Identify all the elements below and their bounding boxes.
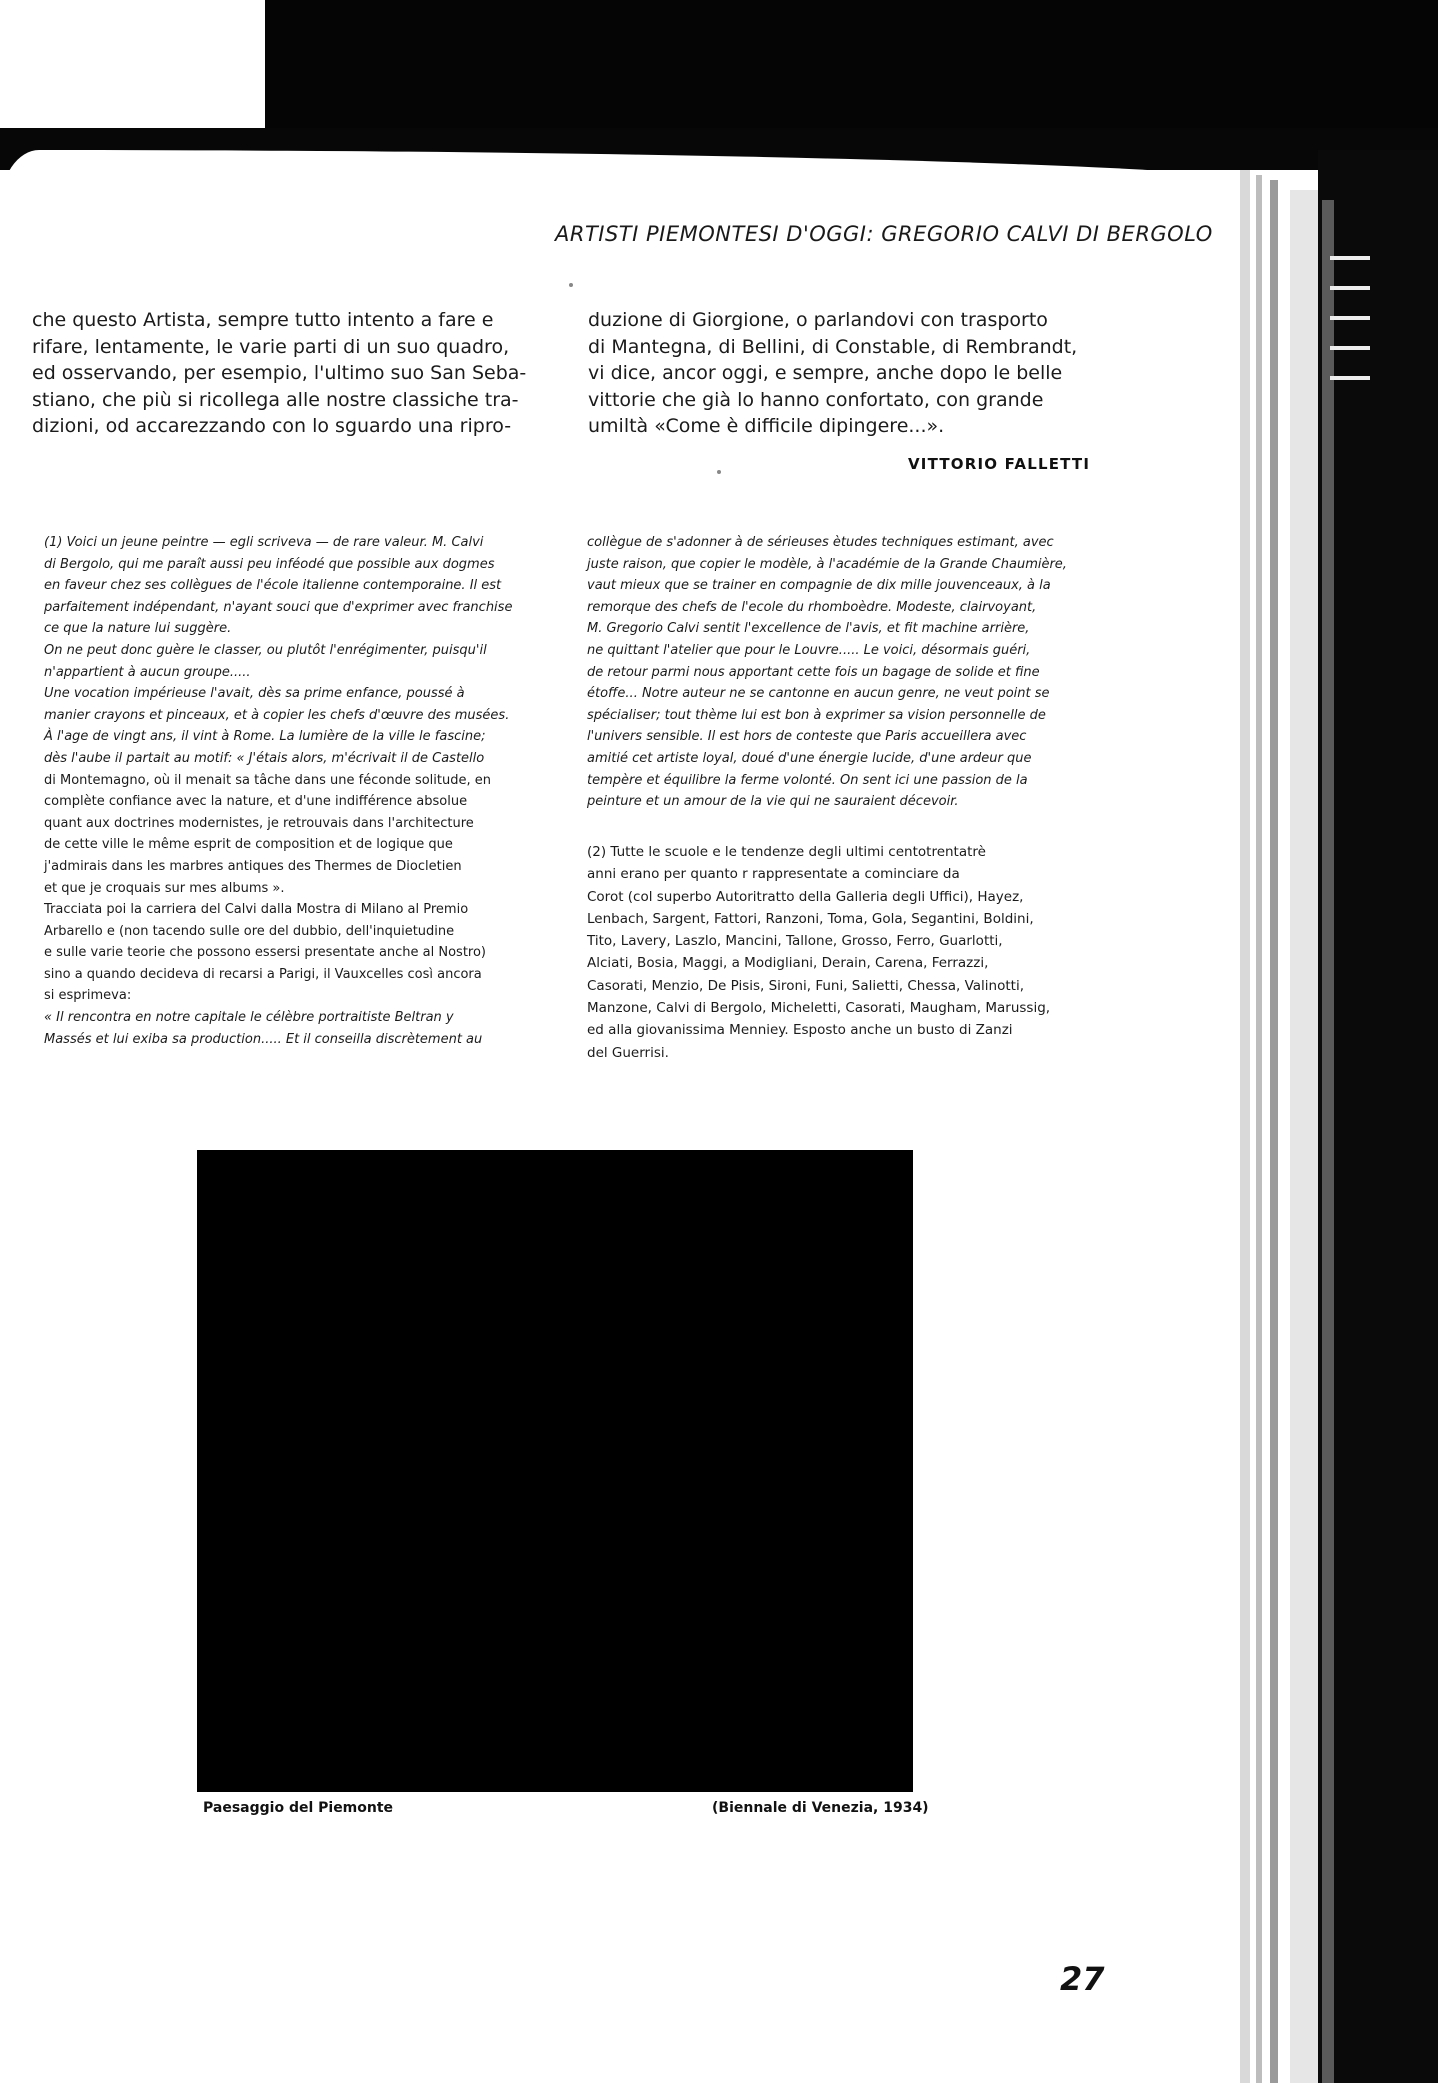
book-spine-strip xyxy=(1270,180,1278,2083)
note-line: Tracciata poi la carriera del Calvi dalla Mostra di Milano al Premio xyxy=(44,902,469,918)
note-line: juste raison, que copier le modèle, à l'académie de la Grande Chaumière, xyxy=(587,556,1067,572)
note-line: Tito, Lavery, Laszlo, Mancini, Tallone, Grosso, Ferro, Guarlotti, xyxy=(587,933,1003,950)
note-line: sino a quando decideva di recarsi a Parigi, il Vauxcelles così ancora xyxy=(44,966,482,982)
text-line: duzione di Giorgione, o parlandovi con trasporto xyxy=(588,309,1048,331)
text-line: vittorie che già lo hanno confortato, con grande xyxy=(588,388,1044,411)
note-line: parfaitement indépendant, n'ayant souci que d'exprimer avec franchise xyxy=(44,599,513,615)
spine-tick xyxy=(1330,316,1370,320)
note-line: de retour parmi nous apportant cette fois un bagage de solide et fine xyxy=(587,664,1040,680)
intro-column-right xyxy=(588,307,1077,440)
note-line: Massés et lui exiba sa production..... Et il conseilla discrètement au xyxy=(44,1031,483,1047)
note-line: amitié cet artiste loyal, doué d'une énergie lucide, d'une ardeur que xyxy=(587,750,1032,766)
scan-speck xyxy=(569,283,573,287)
note-line: di Montemagno, où il menait sa tâche dans une féconde solitude, en xyxy=(44,772,491,788)
note-line: en faveur chez ses collègues de l'école italienne contemporaine. Il est xyxy=(44,578,502,594)
note-line: vaut mieux que se trainer en compagnie de dix mille jouvenceaux, à la xyxy=(587,578,1051,594)
note-line: (1) Voici un jeune peintre — egli scriveva — de rare valeur. M. Calvi xyxy=(44,535,484,550)
note-line: À l'age de vingt ans, il vint à Rome. La lumière de la ville le fascine; xyxy=(44,729,486,745)
footnote-1-left xyxy=(44,532,512,1050)
note-line: de cette ville le même esprit de composition et de logique que xyxy=(44,837,453,853)
note-line: Corot (col superbo Autoritratto della Galleria degli Uffici), Hayez, xyxy=(587,888,1024,905)
painting-plate xyxy=(197,1150,913,1792)
note-line: remorque des chefs de l'ecole du rhomboèdre. Modeste, clairvoyant, xyxy=(587,599,1037,615)
note-line: complète confiance avec la nature, et d'une indifférence absolue xyxy=(44,794,468,810)
intro-column-left xyxy=(32,307,526,440)
page-number: 27 xyxy=(1060,1960,1105,1998)
note-line: étoffe... Notre auteur ne se cantonne en aucun genre, ne veut point se xyxy=(587,686,1050,702)
text-line: rifare, lentamente, le varie parti di un suo quadro, xyxy=(32,335,510,358)
text-line: dizioni, od accarezzando con lo sguardo una ripro- xyxy=(32,415,512,437)
note-line: tempère et équilibre la ferme volonté. On sent ici une passion de la xyxy=(587,772,1028,788)
running-title: ARTISTI PIEMONTESI D'OGGI: GREGORIO CALVI DI BERGOLO xyxy=(555,222,1213,246)
figure-caption-source: (Biennale di Venezia, 1934) xyxy=(712,1800,929,1816)
note-line: « Il rencontra en notre capitale le célèbre portraitiste Beltran y xyxy=(44,1010,454,1026)
note-line: Arbarello e (non tacendo sulle ore del dubbio, dell'inquietudine xyxy=(44,923,455,939)
scan-margin xyxy=(0,0,265,130)
note-line: l'univers sensible. Il est hors de conteste que Paris accueillera avec xyxy=(587,729,1027,745)
note-line: spécialiser; tout thème lui est bon à exprimer sa vision personnelle de xyxy=(587,707,1046,723)
note-line: (2) Tutte le scuole e le tendenze degli ultimi centotrentatrè xyxy=(587,844,986,860)
footnote-2 xyxy=(587,841,1050,1064)
text-line: ed osservando, per esempio, l'ultimo suo San Seba- xyxy=(32,362,527,384)
note-line: Lenbach, Sargent, Fattori, Ranzoni, Toma, Gola, Segantini, Boldini, xyxy=(587,910,1034,927)
spine-tick xyxy=(1330,376,1370,380)
note-line: Casorati, Menzio, De Pisis, Sironi, Funi, Salietti, Chessa, Valinotti, xyxy=(587,977,1024,994)
text-line: di Mantegna, di Bellini, di Constable, di Rembrandt, xyxy=(588,335,1078,358)
note-line: n'appartient à aucun groupe..... xyxy=(44,664,251,680)
text-line: stiano, che più si ricollega alle nostre classiche tra- xyxy=(32,388,519,411)
spine-tick xyxy=(1330,256,1370,260)
note-line: Une vocation impérieuse l'avait, dès sa prime enfance, poussé à xyxy=(44,686,465,702)
spine-tick xyxy=(1330,346,1370,350)
note-line: collègue de s'adonner à de sérieuses ètudes techniques estimant, avec xyxy=(587,535,1054,550)
note-line: dès l'aube il partait au motif: « J'étais alors, m'écrivait il de Castello xyxy=(44,750,485,766)
book-spine-strip xyxy=(1256,175,1262,2083)
note-line: e sulle varie teorie che possono essersi presentate anche al Nostro) xyxy=(44,945,487,961)
book-spine-strip xyxy=(1240,170,1250,2083)
note-line: manier crayons et pinceaux, et à copier les chefs d'œuvre des musées. xyxy=(44,707,510,723)
note-line: ce que la nature lui suggère. xyxy=(44,621,232,637)
note-line: ed alla giovanissima Menniey. Esposto anche un busto di Zanzi xyxy=(587,1022,1013,1039)
note-line: M. Gregorio Calvi sentit l'excellence de l'avis, et fit machine arrière, xyxy=(587,621,1030,637)
note-line: del Guerrisi. xyxy=(587,1044,669,1061)
text-line: vi dice, ancor oggi, e sempre, anche dopo le belle xyxy=(588,362,1063,384)
note-line: di Bergolo, qui me paraît aussi peu inféodé que possible aux dogmes xyxy=(44,556,495,572)
note-line: anni erano per quanto r rappresentate a cominciare da xyxy=(587,866,960,883)
note-line: peinture et un amour de la vie qui ne sauraient décevoir. xyxy=(587,794,959,810)
figure-caption-title: Paesaggio del Piemonte xyxy=(203,1800,394,1816)
note-line: ne quittant l'atelier que pour le Louvre..... Le voici, désormais guéri, xyxy=(587,642,1031,658)
note-line: On ne peut donc guère le classer, ou plutôt l'enrégimenter, puisqu'il xyxy=(44,642,487,658)
note-line: j'admirais dans les marbres antiques des Thermes de Diocletien xyxy=(44,858,462,874)
scan-dark-border-right xyxy=(1318,150,1438,2083)
text-line: umiltà «Come è difficile dipingere...». xyxy=(588,415,945,437)
text-line: che questo Artista, sempre tutto intento a fare e xyxy=(32,309,494,331)
note-line: et que je croquais sur mes albums ». xyxy=(44,880,285,896)
book-spine-strip xyxy=(1290,190,1318,2083)
footnote-1-right xyxy=(587,532,1067,813)
author-signature: VITTORIO FALLETTI xyxy=(908,455,1091,473)
note-line: quant aux doctrines modernistes, je retrouvais dans l'architecture xyxy=(44,815,474,831)
note-line: Alciati, Bosia, Maggi, a Modigliani, Derain, Carena, Ferrazzi, xyxy=(587,955,989,972)
scan-speck xyxy=(717,470,721,474)
book-spine-strip xyxy=(1322,200,1334,2083)
note-line: Manzone, Calvi di Bergolo, Micheletti, Casorati, Maugham, Marussig, xyxy=(587,1000,1051,1017)
note-line: si esprimeva: xyxy=(44,988,132,1004)
spine-tick xyxy=(1330,286,1370,290)
